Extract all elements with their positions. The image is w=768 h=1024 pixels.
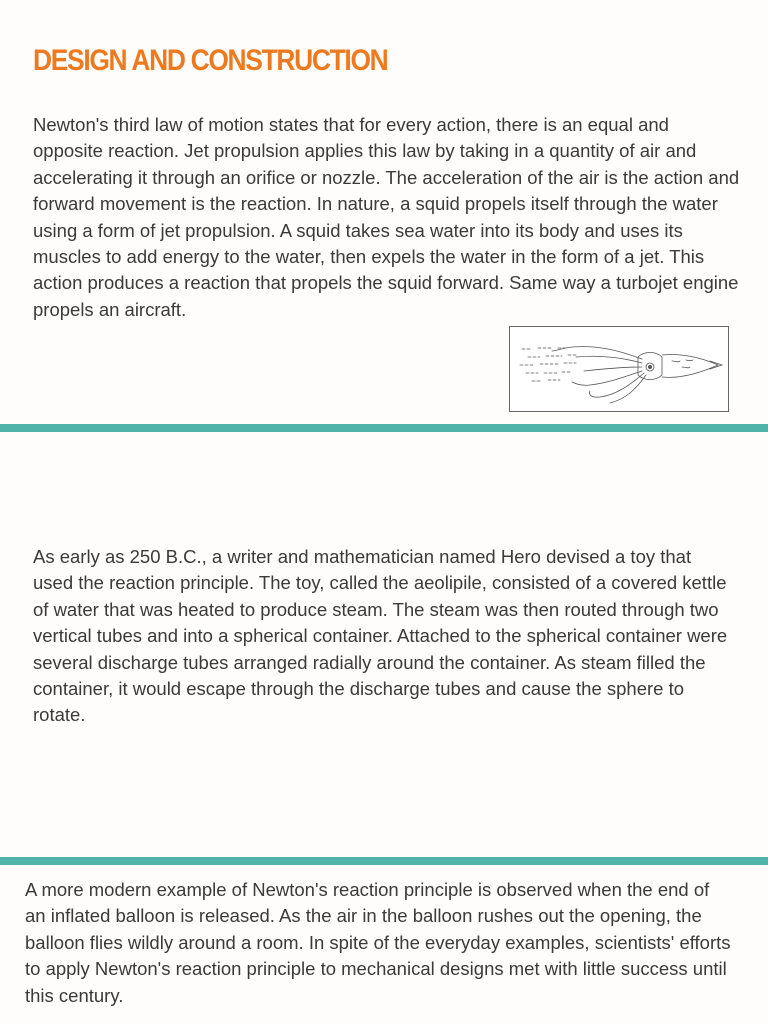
section-divider (0, 857, 768, 865)
paragraph-balloon-example: A more modern example of Newton's reaction principle is observed when the end of an inflated balloon is released. As the air in the balloon rushes out the opening, the balloon flies wildly around a room. In spite of the everyday examples, scientists' efforts to apply Newton's reaction principle to mechanical designs met with little success until this century. (25, 879, 731, 1006)
squid-figure (509, 326, 729, 412)
paragraph-hero-aeolipile: As early as 250 B.C., a writer and mathematician named Hero devised a toy that used the reaction principle. The toy, called the aeolipile, consisted of a covered kettle of water that was heated to produce steam. The steam was then routed through two vertical tubes and into a spherical container. Attached to the spherical container were several discharge tubes arranged radially around the container. As steam filled the container, it would escape through the discharge tubes and cause the sphere to rotate. (33, 546, 728, 726)
section-divider (0, 424, 768, 432)
paragraph-newtons-third-law: Newton's third law of motion states that for every action, there is an equal and opposite reaction. Jet propulsion applies this law by taking in a quantity of air and accelerating it through an orifice or nozzle. The acceleration of the air is the action and forward movement is the reaction. In nature, a squid propels itself through the water using a form of jet propulsion. A squid takes sea water into its body and uses its muscles to add energy to the water, then expels the water in the form of a jet. This action produces a reaction that propels the squid forward. Same way a turbojet engine propels an aircraft. (33, 114, 740, 320)
squid-illustration-icon (510, 327, 727, 410)
page-title: DESIGN AND CONSTRUCTION (33, 44, 388, 77)
